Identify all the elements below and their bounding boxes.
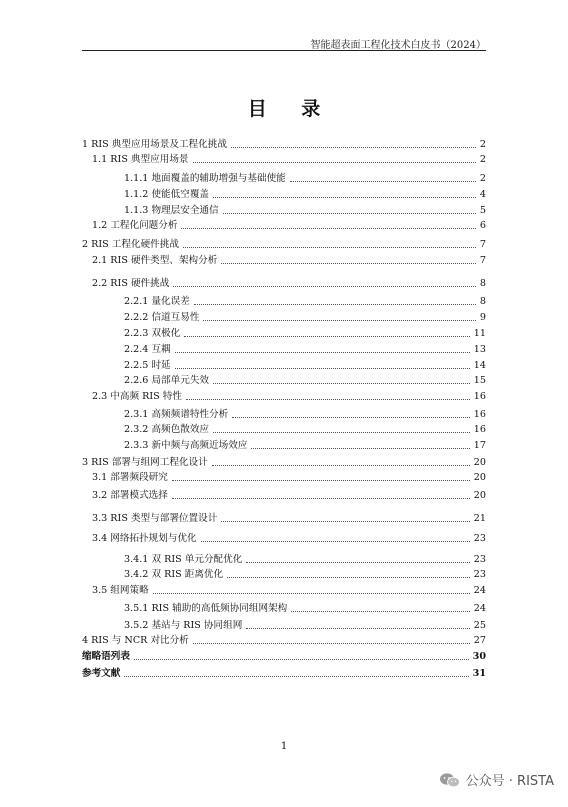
toc-entry-label: 2.2.2 信道互易性 [124, 312, 200, 323]
toc-entry[interactable] [82, 203, 486, 217]
toc-dot-leader [134, 659, 469, 660]
toc-entry-label: 2.3.2 高频色散效应 [124, 424, 210, 435]
toc-entry[interactable] [82, 389, 486, 403]
watermark-text: 公众号 · RISTA [465, 774, 554, 789]
toc-dot-leader [194, 304, 476, 305]
toc-dot-leader [124, 676, 468, 677]
toc-entry[interactable] [82, 649, 486, 663]
toc-entry-label: 2.3.1 高频频谱特性分析 [124, 409, 229, 420]
toc-entry[interactable] [82, 455, 486, 469]
toc-entry-label: 3.5.1 RIS 辅助的高低频协同组网架构 [124, 603, 288, 614]
toc-entry-label: 2.2.4 互耦 [124, 344, 171, 355]
toc-entry-page: 20 [473, 472, 486, 483]
toc-entry-page: 20 [473, 490, 486, 501]
toc-entry-label: 2 RIS 工程化硬件挑战 [82, 239, 179, 250]
toc-dot-leader [153, 593, 470, 594]
toc-dot-leader [173, 286, 476, 287]
toc-entry[interactable] [82, 567, 486, 581]
toc-entry[interactable] [82, 438, 486, 452]
toc-dot-leader [246, 562, 469, 563]
toc-entry-page: 15 [473, 375, 486, 386]
toc-entry-page: 30 [472, 651, 486, 662]
toc-entry[interactable] [82, 511, 486, 525]
toc-dot-leader [232, 417, 470, 418]
toc-entry[interactable] [82, 342, 486, 356]
toc-dot-leader [212, 465, 470, 466]
toc-entry-page: 14 [473, 360, 486, 371]
toc-dot-leader [172, 498, 470, 499]
toc-entry-page: 2 [479, 173, 486, 184]
toc-entry-page: 4 [479, 189, 486, 200]
toc-dot-leader [227, 577, 470, 578]
toc-dot-leader [213, 383, 470, 384]
toc-entry[interactable] [82, 552, 486, 566]
toc-dot-leader [186, 399, 470, 400]
toc-dot-leader [290, 181, 476, 182]
toc-dot-leader [203, 320, 475, 321]
toc-entry-label: 1.1.3 物理层安全通信 [124, 205, 219, 216]
toc-entry-label: 3.3 RIS 类型与部署位置设计 [92, 513, 218, 524]
toc-dot-leader [201, 541, 470, 542]
toc-entry-label: 3.5 组网策略 [92, 585, 149, 596]
toc-entry[interactable] [82, 407, 486, 421]
toc-entry[interactable] [82, 152, 486, 166]
toc-entry[interactable] [82, 237, 486, 251]
toc-entry-page: 11 [473, 328, 486, 339]
toc-entry[interactable] [82, 531, 486, 545]
toc-entry-label: 3.4.2 双 RIS 距离优化 [124, 569, 224, 580]
toc-entry-label: 3 RIS 部署与组网工程化设计 [82, 457, 208, 468]
toc-entry-label: 2.2.1 量化误差 [124, 296, 190, 307]
toc-entry-page: 9 [479, 312, 486, 323]
toc-entry-label: 1 RIS 典型应用场景及工程化挑战 [82, 139, 227, 150]
toc-entry-page: 7 [479, 255, 486, 266]
toc-entry[interactable] [82, 666, 486, 680]
toc-entry-label: 2.2 RIS 硬件挑战 [92, 278, 170, 289]
toc-entry-page: 8 [479, 278, 486, 289]
toc-entry-page: 16 [473, 391, 486, 402]
toc-dot-leader [193, 162, 476, 163]
toc-entry-label: 参考文献 [82, 668, 121, 679]
toc-dot-leader [221, 521, 469, 522]
page-title: 目 录 [247, 98, 335, 120]
toc-entry-label: 2.3.3 新中频与高频近场效应 [124, 440, 248, 451]
toc-entry-label: 2.2.6 局部单元失效 [124, 375, 210, 386]
toc-entry-page: 16 [473, 424, 486, 435]
toc-entry-label: 3.4.1 双 RIS 单元分配优化 [124, 554, 243, 565]
toc-entry[interactable] [82, 633, 486, 647]
toc-entry-page: 24 [473, 585, 486, 596]
toc-dot-leader [221, 263, 476, 264]
toc-dot-leader [213, 432, 470, 433]
toc-entry[interactable] [82, 294, 486, 308]
toc-entry-label: 3.1 部署频段研究 [92, 472, 168, 483]
toc-entry[interactable] [82, 470, 486, 484]
toc-entry[interactable] [82, 618, 486, 632]
header-rule [82, 50, 486, 51]
toc-entry[interactable] [82, 601, 486, 615]
toc-entry-page: 27 [473, 635, 486, 646]
toc-entry-page: 6 [479, 220, 486, 231]
toc-dot-leader [183, 247, 476, 248]
toc-dot-leader [172, 480, 470, 481]
toc-entry-page: 25 [473, 620, 486, 631]
toc-entry[interactable] [82, 358, 486, 372]
toc-entry-page: 21 [473, 513, 486, 524]
toc-entry[interactable] [82, 171, 486, 185]
toc-entry[interactable] [82, 373, 486, 387]
toc-entry-page: 31 [472, 668, 486, 679]
toc-entry-page: 17 [473, 440, 486, 451]
toc-entry-label: 2.2.5 时延 [124, 360, 171, 371]
toc-entry-page: 8 [479, 296, 486, 307]
toc-entry-page: 23 [473, 554, 486, 565]
page-header: 智能超表面工程化技术白皮书（2024） [310, 40, 486, 51]
toc-dot-leader [231, 147, 476, 148]
toc-entry-page: 24 [473, 603, 486, 614]
toc-dot-leader [175, 368, 470, 369]
toc-dot-leader [193, 643, 470, 644]
toc-entry-label: 1.1.1 地面覆盖的辅助增强与基础使能 [124, 173, 286, 184]
toc-entry-page: 23 [473, 569, 486, 580]
toc-entry-label: 3.5.2 基站与 RIS 协同组网 [124, 620, 243, 631]
toc-entry-label: 缩略语列表 [82, 651, 130, 662]
wechat-icon [439, 772, 461, 788]
toc-entry[interactable] [82, 583, 486, 597]
toc-entry[interactable] [82, 422, 486, 436]
toc-entry-label: 1.2 工程化问题分析 [92, 220, 178, 231]
toc-entry-label: 3.2 部署模式选择 [92, 490, 168, 501]
toc-entry-label: 1.1 RIS 典型应用场景 [92, 154, 189, 165]
toc-entry-label: 2.2.3 双极化 [124, 328, 181, 339]
watermark [439, 770, 554, 789]
toc-dot-leader [223, 213, 476, 214]
toc-dot-leader [291, 611, 470, 612]
toc-entry-page: 13 [473, 344, 486, 355]
toc-entry-label: 1.1.2 使能低空覆盖 [124, 189, 210, 200]
toc-entry[interactable] [82, 187, 486, 201]
toc-dot-leader [246, 628, 469, 629]
toc-dot-leader [175, 352, 470, 353]
toc-entry-page: 7 [479, 239, 486, 250]
toc-entry[interactable] [82, 488, 486, 502]
toc-entry-page: 16 [473, 409, 486, 420]
toc-entry-label: 2.3 中高频 RIS 特性 [92, 391, 182, 402]
toc-entry[interactable] [82, 137, 486, 151]
toc-dot-leader [181, 228, 475, 229]
toc-dot-leader [184, 336, 470, 337]
toc-entry-page: 5 [479, 205, 486, 216]
toc-entry-page: 20 [473, 457, 486, 468]
toc-entry-label: 3.4 网络拓扑规划与优化 [92, 533, 197, 544]
toc-entry-label: 2.1 RIS 硬件类型、架构分析 [92, 255, 218, 266]
toc-entry[interactable] [82, 326, 486, 340]
toc-entry[interactable] [82, 310, 486, 324]
toc-entry-page: 23 [473, 533, 486, 544]
toc-entry-page: 2 [479, 154, 486, 165]
toc-entry[interactable] [82, 276, 486, 290]
toc-entry-label: 4 RIS 与 NCR 对比分析 [82, 635, 189, 646]
toc-entry[interactable] [82, 253, 486, 267]
toc-dot-leader [213, 197, 476, 198]
toc-entry[interactable] [82, 218, 486, 232]
toc-dot-leader [251, 448, 469, 449]
toc-entry-page: 2 [479, 139, 486, 150]
page-number: 1 [280, 741, 288, 752]
